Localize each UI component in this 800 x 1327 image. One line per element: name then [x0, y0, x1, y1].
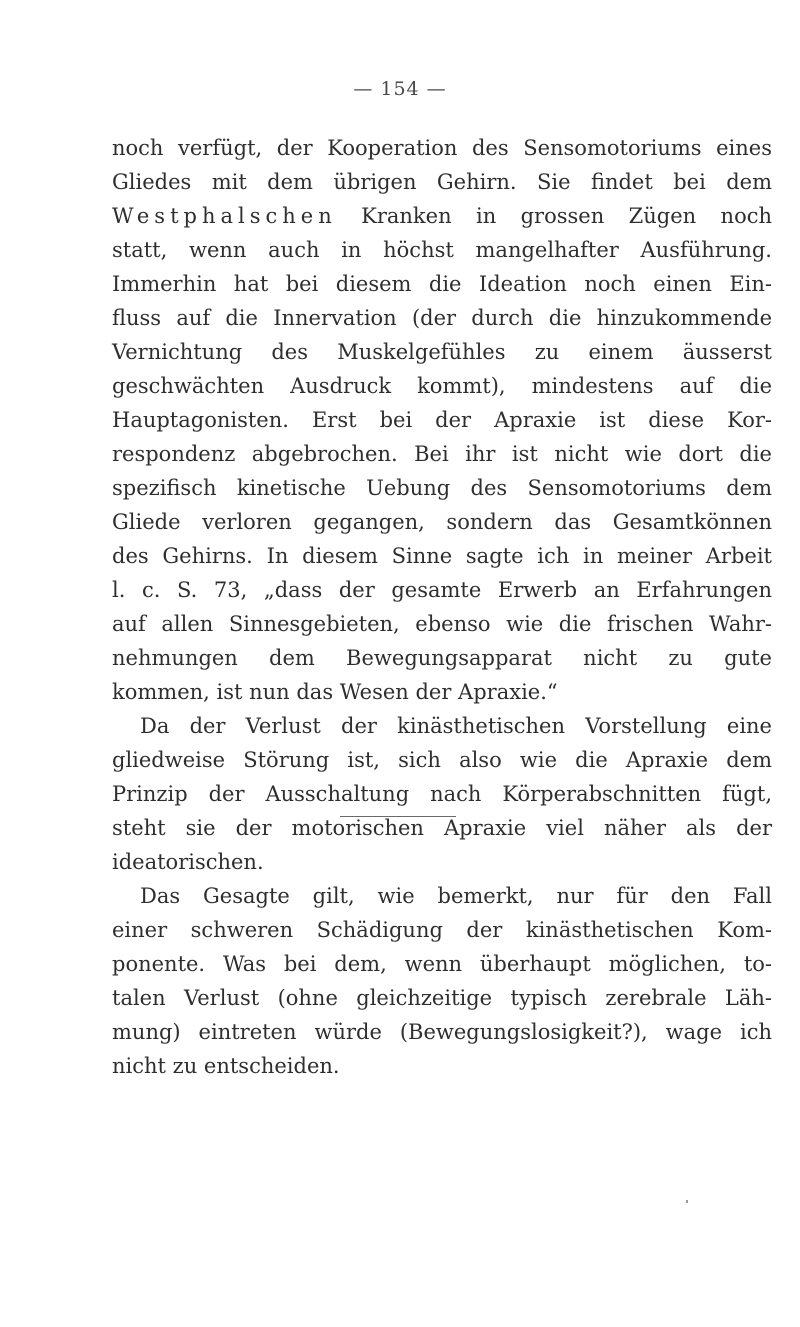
text-line: steht sie der motorischen Apraxie viel näher als der — [112, 816, 772, 840]
text-line: nicht zu entscheiden. — [112, 1054, 340, 1078]
text-line: auf allen Sinnesgebieten, ebenso wie die frischen Wahr- — [112, 612, 772, 636]
text-line: Hauptagonisten. Erst bei der Apraxie ist diese Kor- — [112, 408, 772, 432]
text-line: fluss auf die Innervation (der durch die hinzukommende — [112, 306, 772, 330]
text-line: einer schweren Schädigung der kinästhetischen Kom- — [112, 918, 772, 942]
text-line: Immerhin hat bei diesem die Ideation noch einen Ein- — [112, 272, 772, 296]
text-line: spezifisch kinetische Uebung des Sensomotoriums dem — [112, 476, 772, 500]
text-line: mung) eintreten würde (Bewegungslosigkeit?), wage ich — [112, 1020, 772, 1044]
text-line: l. c. S. 73, „dass der gesamte Erwerb an Erfahrungen — [112, 578, 772, 602]
body-text — [112, 131, 772, 1083]
text-line: gliedweise Störung ist, sich also wie die Apraxie dem — [112, 748, 772, 772]
page-number: — 154 — — [353, 78, 447, 100]
text-line: des Gehirns. In diesem Sinne sagte ich in meiner Arbeit — [112, 544, 772, 568]
spaced-name: Westphalschen — [112, 204, 337, 228]
text-line: Gliedes mit dem übrigen Gehirn. Sie findet bei dem — [112, 170, 772, 194]
text-line — [112, 199, 772, 233]
text-line: nehmungen dem Bewegungsapparat nicht zu gute — [112, 646, 772, 670]
text-line: Das Gesagte gilt, wie bemerkt, nur für den Fall — [140, 884, 772, 908]
text-line: Da der Verlust der kinästhetischen Vorstellung eine — [140, 714, 772, 738]
text-line: Gliede verloren gegangen, sondern das Gesamtkönnen — [112, 510, 772, 534]
end-rule — [340, 816, 456, 817]
text-line: Prinzip der Ausschaltung nach Körperabschnitten fügt, — [112, 782, 772, 806]
text-line-rest: Kranken in grossen Zügen noch — [336, 204, 772, 228]
text-line: talen Verlust (ohne gleichzeitige typisch zerebrale Läh- — [112, 986, 772, 1010]
text-line: Vernichtung des Muskelgefühles zu einem äusserst — [112, 340, 772, 364]
text-line: ideatorischen. — [112, 850, 264, 874]
paper-speck — [686, 1200, 688, 1203]
text-line: statt, wenn auch in höchst mangelhafter Ausführung. — [112, 238, 772, 262]
text-line: ponente. Was bei dem, wenn überhaupt möglichen, to- — [112, 952, 772, 976]
text-line: noch verfügt, der Kooperation des Sensomotoriums eines — [112, 136, 772, 160]
text-line: geschwächten Ausdruck kommt), mindestens auf die — [112, 374, 772, 398]
text-line: respondenz abgebrochen. Bei ihr ist nicht wie dort die — [112, 442, 772, 466]
text-line: kommen, ist nun das Wesen der Apraxie.“ — [112, 680, 558, 704]
